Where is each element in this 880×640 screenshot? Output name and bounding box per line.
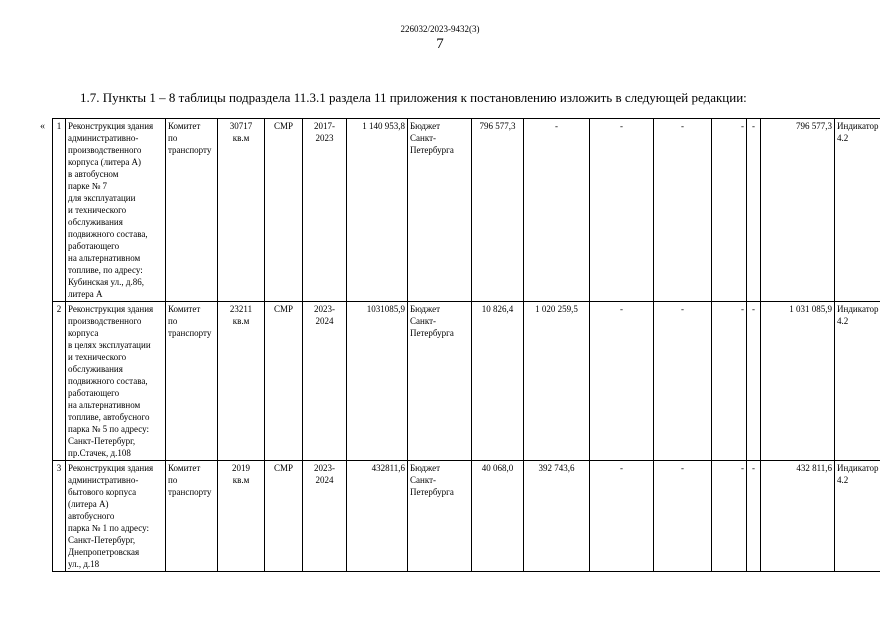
value-cell: - (654, 119, 712, 302)
row-total-cell: 796 577,3 (761, 119, 835, 302)
row-number: 1 (53, 119, 66, 302)
value-cell: - (590, 119, 654, 302)
funding-source-cell: Бюджет Санкт- Петербурга (408, 461, 472, 572)
capacity-cell: 2019 кв.м (218, 461, 265, 572)
value-cell: - (712, 119, 747, 302)
value-cell: - (712, 302, 747, 461)
table-row (53, 119, 880, 302)
table-row (53, 302, 880, 461)
customer-cell: Комитет по транспорту (166, 461, 218, 572)
object-description: Реконструкция здания административно- бытового корпуса (литера А) автобусного парка № 1 по адресу: Санкт-Петербург, Днепропетровская ул., д.18 (66, 461, 166, 572)
funding-source-cell: Бюджет Санкт- Петербурга (408, 119, 472, 302)
value-cell: - (747, 119, 761, 302)
indicator-cell: Индикатор 4.2 (835, 119, 880, 302)
object-description: Реконструкция здания административно- производственного корпуса (литера А) в автобусном парке № 7 для эксплуатации и технического обслуживания подвижного состава, работающего на альтернативном топливе, по адресу: Кубинская ул., д.86, литера А (66, 119, 166, 302)
value-cell: - (712, 461, 747, 572)
intro-paragraph: 1.7. Пункты 1 – 8 таблицы подраздела 11.3.1 раздела 11 приложения к постановлению изложить в следующей редакции: (80, 90, 747, 105)
value-cell: - (654, 461, 712, 572)
capacity-cell: 23211 кв.м (218, 302, 265, 461)
value-cell: 392 743,6 (524, 461, 590, 572)
customer-cell: Комитет по транспорту (166, 119, 218, 302)
capacity-cell: 30717 кв.м (218, 119, 265, 302)
work-type-cell: СМР (265, 119, 303, 302)
value-cell: - (747, 461, 761, 572)
funding-source-cell: Бюджет Санкт- Петербурга (408, 302, 472, 461)
value-cell: - (654, 302, 712, 461)
value-cell: 40 068,0 (472, 461, 524, 572)
program-table (52, 118, 880, 572)
value-cell: - (524, 119, 590, 302)
indicator-cell: Индикатор 4.2 (835, 302, 880, 461)
row-number: 3 (53, 461, 66, 572)
value-cell: 10 826,4 (472, 302, 524, 461)
row-total-cell: 1 031 085,9 (761, 302, 835, 461)
value-cell: 796 577,3 (472, 119, 524, 302)
object-description: Реконструкция здания производственного корпуса в целях эксплуатации и технического обслуживания подвижного состава, работающего на альтернативном топливе, автобусного парка № 5 по адресу: Санкт-Петербург, пр.Стачек, д.108 (66, 302, 166, 461)
page-number: 7 (436, 36, 444, 52)
value-cell: - (590, 302, 654, 461)
period-cell: 2023- 2024 (303, 302, 347, 461)
row-total-cell: 432 811,6 (761, 461, 835, 572)
total-cost-cell: 432811,6 (347, 461, 408, 572)
work-type-cell: СМР (265, 302, 303, 461)
value-cell: - (747, 302, 761, 461)
period-cell: 2023- 2024 (303, 461, 347, 572)
customer-cell: Комитет по транспорту (166, 302, 218, 461)
work-type-cell: СМР (265, 461, 303, 572)
value-cell: - (590, 461, 654, 572)
period-cell: 2017- 2023 (303, 119, 347, 302)
row-number: 2 (53, 302, 66, 461)
indicator-cell: Индикатор 4.2 (835, 461, 880, 572)
table-row (53, 461, 880, 572)
total-cost-cell: 1031085,9 (347, 302, 408, 461)
opening-quote-mark: « (40, 121, 45, 132)
document-id: 226032/2023-9432(3) (400, 24, 480, 34)
total-cost-cell: 1 140 953,8 (347, 119, 408, 302)
value-cell: 1 020 259,5 (524, 302, 590, 461)
